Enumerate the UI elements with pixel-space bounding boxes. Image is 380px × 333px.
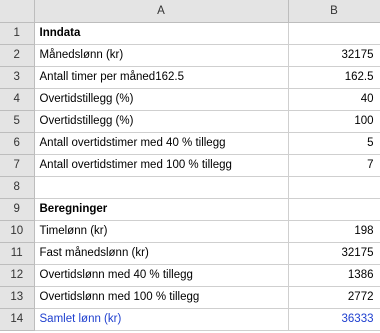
- cell-b[interactable]: 100: [288, 110, 380, 132]
- table-row: [0, 198, 380, 220]
- row-header[interactable]: 5: [0, 110, 34, 132]
- table-row: [0, 264, 380, 286]
- cell-b[interactable]: 7: [288, 154, 380, 176]
- table-row: [0, 242, 380, 264]
- cell-a[interactable]: [34, 176, 288, 198]
- cell-a[interactable]: Beregninger: [34, 198, 288, 220]
- row-header[interactable]: 2: [0, 44, 34, 66]
- column-header-a[interactable]: A: [34, 0, 288, 22]
- table-row: [0, 44, 380, 66]
- row-header[interactable]: 8: [0, 176, 34, 198]
- row-header[interactable]: 7: [0, 154, 34, 176]
- cell-b[interactable]: [288, 22, 380, 44]
- column-header-b[interactable]: B: [288, 0, 380, 22]
- table-row: [0, 154, 380, 176]
- select-all-corner[interactable]: [0, 0, 34, 22]
- cell-a[interactable]: Overtidstillegg (%): [34, 110, 288, 132]
- row-header[interactable]: 12: [0, 264, 34, 286]
- cell-a[interactable]: Overtidstillegg (%): [34, 88, 288, 110]
- cell-b[interactable]: 198: [288, 220, 380, 242]
- table-row: [0, 220, 380, 242]
- table-row: [0, 132, 380, 154]
- row-header[interactable]: 6: [0, 132, 34, 154]
- cell-b[interactable]: 162.5: [288, 66, 380, 88]
- cell-b[interactable]: 36333: [288, 308, 380, 330]
- cell-a[interactable]: Antall overtidstimer med 40 % tillegg: [34, 132, 288, 154]
- row-header[interactable]: 3: [0, 66, 34, 88]
- cell-b[interactable]: 40: [288, 88, 380, 110]
- row-header[interactable]: 1: [0, 22, 34, 44]
- cell-b[interactable]: 5: [288, 132, 380, 154]
- table-row: [0, 286, 380, 308]
- cell-a[interactable]: Antall timer per måned162.5: [34, 66, 288, 88]
- table-row: [0, 88, 380, 110]
- row-header[interactable]: 14: [0, 308, 34, 330]
- cell-b[interactable]: [288, 198, 380, 220]
- row-header[interactable]: 13: [0, 286, 34, 308]
- cell-b[interactable]: 32175: [288, 44, 380, 66]
- table-row: [0, 22, 380, 44]
- column-header-row: [0, 0, 380, 22]
- row-header[interactable]: 10: [0, 220, 34, 242]
- cell-a[interactable]: Timelønn (kr): [34, 220, 288, 242]
- cell-a[interactable]: Overtidslønn med 100 % tillegg: [34, 286, 288, 308]
- cell-b[interactable]: 32175: [288, 242, 380, 264]
- cell-a[interactable]: Fast månedslønn (kr): [34, 242, 288, 264]
- row-header[interactable]: 9: [0, 198, 34, 220]
- table-row: [0, 110, 380, 132]
- cell-a[interactable]: Antall overtidstimer med 100 % tillegg: [34, 154, 288, 176]
- cell-a[interactable]: Samlet lønn (kr): [34, 308, 288, 330]
- row-header[interactable]: 4: [0, 88, 34, 110]
- cell-a[interactable]: Månedslønn (kr): [34, 44, 288, 66]
- cell-a[interactable]: Inndata: [34, 22, 288, 44]
- cell-b[interactable]: [288, 176, 380, 198]
- table-row: [0, 308, 380, 330]
- cell-b[interactable]: 2772: [288, 286, 380, 308]
- row-header[interactable]: 11: [0, 242, 34, 264]
- table-row: [0, 66, 380, 88]
- table-row: [0, 176, 380, 198]
- cell-b[interactable]: 1386: [288, 264, 380, 286]
- cell-a[interactable]: Overtidslønn med 40 % tillegg: [34, 264, 288, 286]
